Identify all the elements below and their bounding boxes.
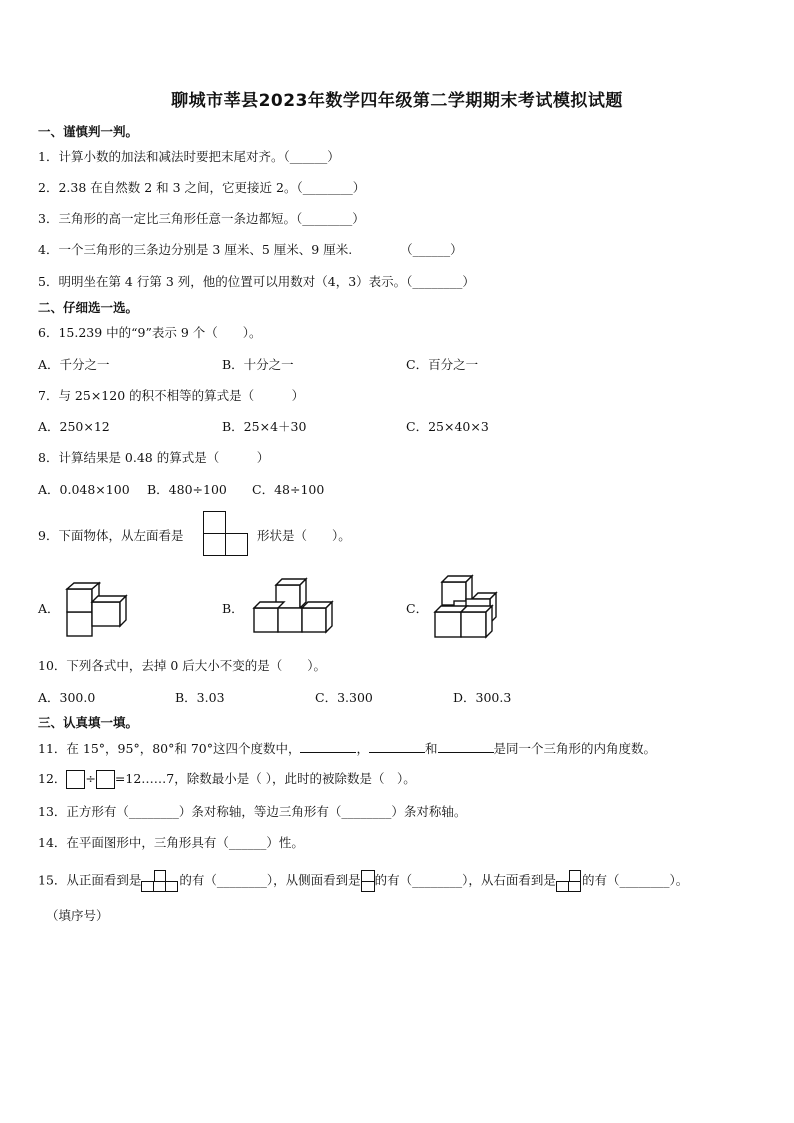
q11-blank-3[interactable]	[438, 740, 494, 753]
q9-option-b: B．	[222, 601, 244, 616]
q9-option-a: A．	[38, 601, 60, 616]
q15-text-b: 的有（________），从侧面看到是	[179, 872, 361, 888]
left-view-figure	[203, 511, 249, 556]
q15-text-c: 的有（________），从右面看到是	[374, 872, 556, 888]
q10-option-d: D．300.3	[453, 690, 512, 705]
question-13: 13．正方形有（________）条对称轴，等边三角形有（________）条对称轴。	[38, 804, 467, 819]
question-9-suffix: 形状是（ ）。	[257, 528, 351, 543]
q15-text-a: 15．从正面看到是	[38, 872, 142, 888]
q11-blank-2[interactable]	[369, 740, 425, 753]
front-view-figure	[141, 870, 179, 892]
question-5: 5．明明坐在第 4 行第 3 列，他的位置可以用数对（4，3）表示。（________）	[38, 274, 475, 289]
q11-text-a: 11．在 15°，95°，80°和 70°这四个度数中，	[38, 741, 301, 756]
question-7: 7．与 25×120 的积不相等的算式是（ ）	[38, 388, 305, 403]
q8-option-c: C．48÷100	[252, 482, 325, 497]
cube-figure-b	[250, 575, 336, 635]
q7-option-a: A．250×12	[38, 419, 110, 434]
question-15	[38, 870, 688, 892]
question-12	[38, 769, 416, 789]
cube-figure-c	[432, 573, 502, 641]
question-1: 1．计算小数的加法和减法时要把末尾对齐。（______）	[38, 149, 340, 164]
q7-option-b: B．25×4＋30	[222, 419, 307, 434]
q8-option-b: B．480÷100	[147, 482, 227, 497]
q11-text-b: ，	[356, 741, 369, 756]
q6-option-b: B．十分之一	[222, 357, 294, 372]
question-11	[38, 739, 656, 757]
q8-option-a: A．0.048×100	[38, 482, 130, 497]
q10-option-c: C．3.300	[315, 690, 373, 705]
question-14: 14．在平面图形中，三角形具有（______）性。	[38, 835, 304, 850]
section-heading-1: 一、谨慎判一判。	[38, 124, 139, 139]
q10-option-a: A．300.0	[38, 690, 96, 705]
page-title: 聊城市莘县2023年数学四年级第二学期期末考试模拟试题	[171, 91, 623, 111]
fill-serial-note: （填序号）	[46, 908, 109, 923]
side-view-figure	[361, 870, 375, 892]
question-9-prefix: 9．下面物体，从左面看是	[38, 528, 184, 543]
q11-text-c: 和	[425, 741, 438, 756]
question-10: 10．下列各式中，去掉 0 后大小不变的是（ ）。	[38, 658, 327, 673]
q12-text: =12……7，除数最小是（ ），此时的被除数是（ ）。	[114, 771, 416, 786]
q12-label: 12．	[38, 771, 67, 786]
q12-divide-sign: ÷	[85, 771, 96, 786]
section-heading-3: 三、认真填一填。	[38, 715, 139, 730]
dividend-box[interactable]	[66, 770, 85, 789]
q10-option-b: B．3.03	[175, 690, 225, 705]
question-3: 3．三角形的高一定比三角形任意一条边都短。（________）	[38, 211, 365, 226]
question-8: 8．计算结果是 0.48 的算式是（ ）	[38, 450, 270, 465]
question-2: 2．2.38 在自然数 2 和 3 之间，它更接近 2。（________）	[38, 180, 366, 195]
cube-figure-a	[60, 580, 132, 640]
q6-option-a: A．千分之一	[38, 357, 110, 372]
q11-blank-1[interactable]	[300, 740, 356, 753]
divisor-box[interactable]	[96, 770, 115, 789]
question-4	[38, 240, 463, 258]
q7-option-c: C．25×40×3	[406, 419, 489, 434]
section-heading-2: 二、仔细选一选。	[38, 300, 139, 315]
q11-text-d: 是同一个三角形的内角度数。	[493, 741, 657, 756]
right-view-figure	[556, 870, 582, 892]
q6-option-c: C．百分之一	[406, 357, 479, 372]
question-4-answer-paren: （______）	[400, 242, 463, 257]
q15-text-d: 的有（________）。	[581, 872, 689, 888]
q9-option-c: C．	[406, 601, 429, 616]
question-4-text: 4．一个三角形的三条边分别是 3 厘米、5 厘米、9 厘米.	[38, 242, 353, 257]
question-6: 6．15.239 中的“9”表示 9 个（ ）。	[38, 325, 262, 340]
